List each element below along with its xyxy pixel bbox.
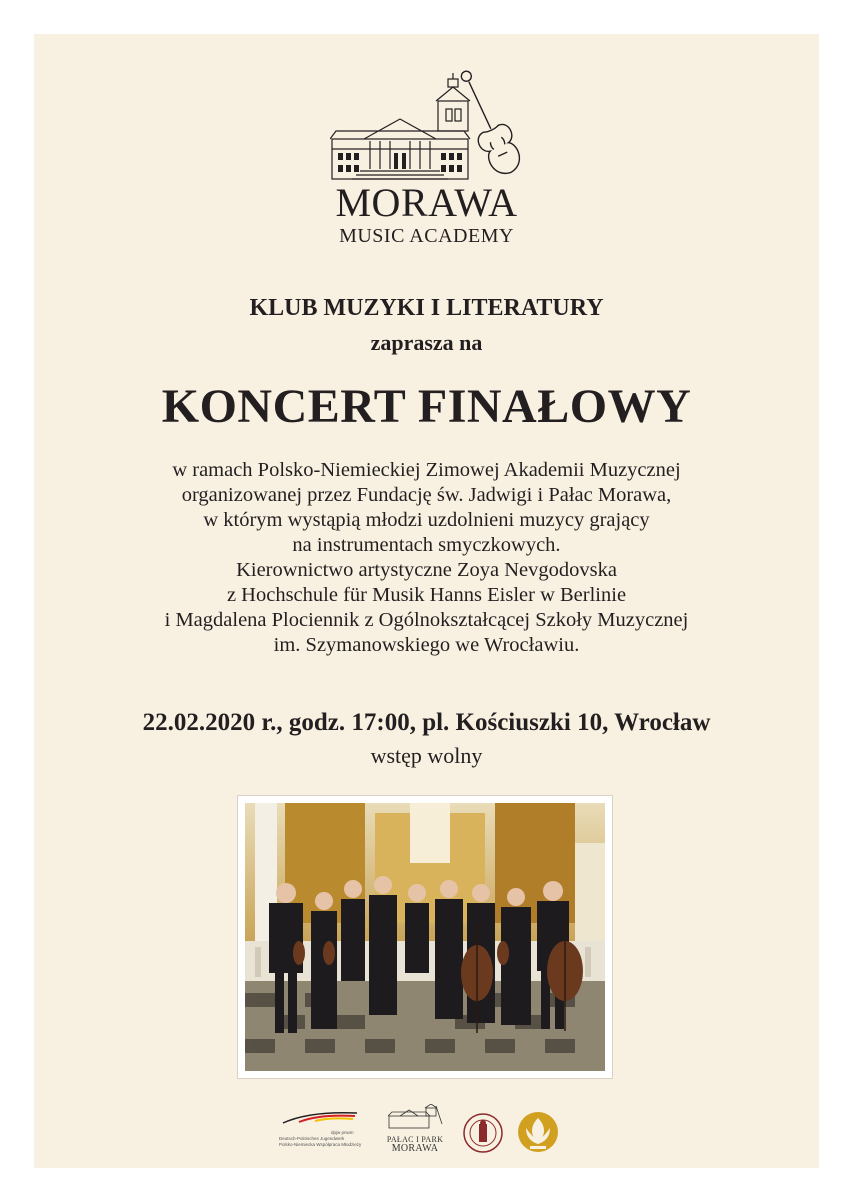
palac-morawa-logo: [386, 1104, 444, 1153]
entry-info: wstęp wolny: [370, 743, 483, 768]
event-details: 22.02.2020 r., godz. 17:00, pl. Kościuszki 10, Wrocław: [142, 709, 711, 736]
dpjw-logo: [279, 1109, 369, 1148]
description-line: organizowanej przez Fundację św. Jadwigi i Pałac Morawa,: [181, 484, 672, 506]
description-line: w którym wystąpią młodzi uzdolnieni muzycy grający: [203, 509, 650, 531]
club-title: KLUB MUZYKI I LITERATURY: [249, 295, 604, 321]
dpjw-line2: Polsko-Niemiecka Współpraca Młodzieży: [279, 1142, 362, 1147]
description-line: Kierownictwo artystyczne Zoya Nevgodovska: [236, 559, 617, 581]
ensemble-photo: [245, 803, 605, 1071]
invite-text: zaprasza na: [370, 330, 483, 355]
description-line: z Hochschule für Musik Hanns Eisler w Berlinie: [226, 584, 627, 606]
description-line: i Magdalena Plociennik z Ogólnokształcącej Szkoły Muzycznej: [164, 609, 689, 631]
dpjw-swoosh-icon: [279, 1109, 359, 1125]
brand-subtitle: MUSIC ACADEMY: [339, 225, 514, 247]
foundation-seal-icon: [462, 1112, 504, 1154]
photo-frame: [237, 795, 613, 1079]
palac-line1: PAŁAC I PARK: [386, 1135, 444, 1144]
lotus-emblem-icon: [516, 1110, 560, 1154]
description: [34, 458, 819, 658]
dpjw-mark: dpjw pnwm: [331, 1130, 354, 1135]
description-line: im. Szymanowskiego we Wrocławiu.: [273, 634, 580, 656]
brand-name: MORAWA: [335, 180, 518, 225]
concert-poster: [34, 34, 819, 1168]
palace-icon: [386, 1104, 444, 1130]
description-line: w ramach Polsko-Niemieckiej Zimowej Akademii Muzycznej: [172, 459, 681, 481]
page-title: KONCERT FINAŁOWY: [161, 380, 692, 433]
palace-violin-logo: [330, 57, 530, 185]
dpjw-line1: Deutsch-Polnisches Jugendwerk: [279, 1136, 345, 1141]
description-line: na instrumentach smyczkowych.: [292, 534, 561, 556]
palac-line2: MORAWA: [391, 1143, 439, 1154]
